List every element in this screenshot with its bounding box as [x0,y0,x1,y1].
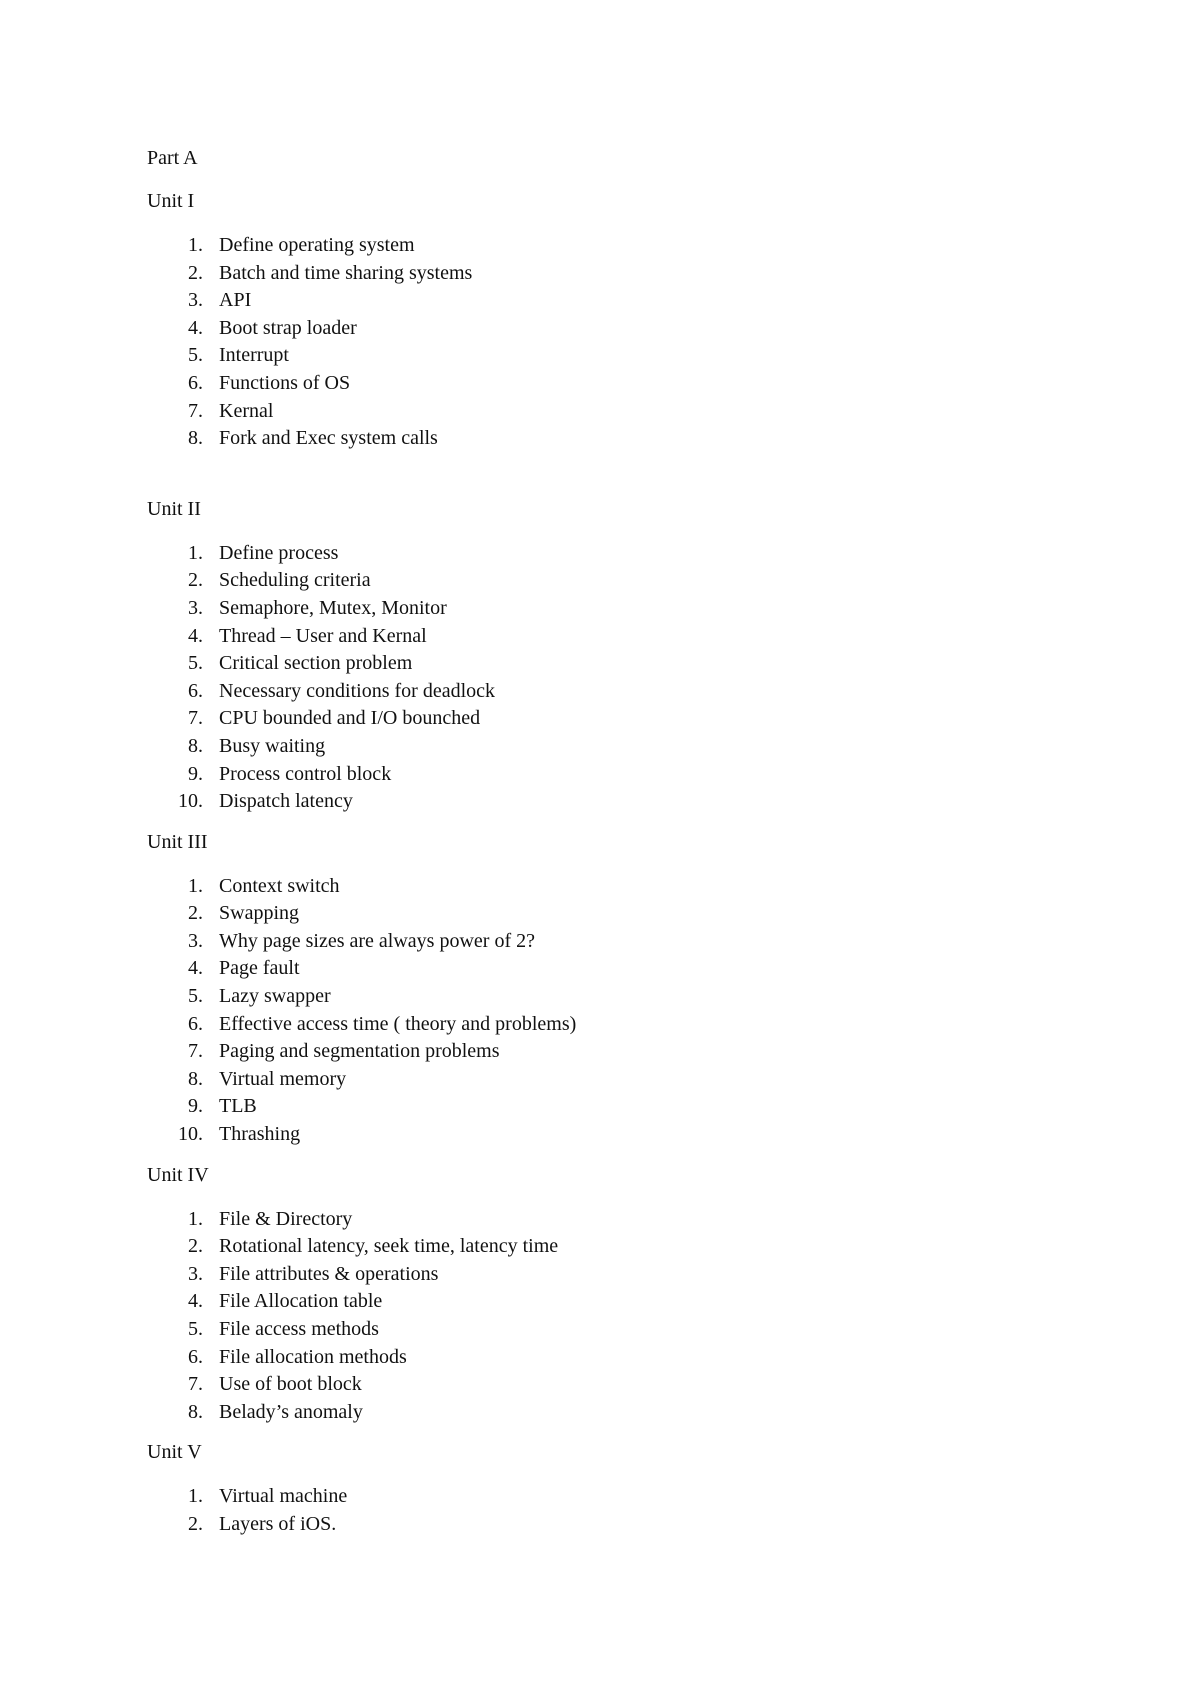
item-text: Lazy swapper [219,985,331,1008]
item-number: 7. [188,1373,203,1396]
item-text: File Allocation table [219,1290,383,1313]
part-title: Part A [147,147,198,169]
list-item [147,1344,1127,1372]
item-text: Use of boot block [219,1373,362,1396]
item-text: Page fault [219,957,300,980]
item-number: 5. [188,344,203,367]
item-number: 4. [188,624,203,647]
list-item [147,1371,1127,1399]
list-item [147,370,1127,398]
item-text: Semaphore, Mutex, Monitor [219,596,447,619]
document-page [147,146,1127,1539]
item-text: CPU bounded and I/O bounched [219,707,481,730]
unit-section [147,830,1127,1149]
unit-section [147,1163,1127,1427]
item-number: 4. [188,957,203,980]
item-number: 6. [188,1345,203,1368]
list-item [147,1121,1127,1149]
item-text: Virtual machine [219,1485,348,1508]
item-text: TLB [219,1095,257,1118]
question-list [147,540,1127,816]
item-number: 8. [188,734,203,757]
list-item [147,1511,1127,1539]
list-item [147,1011,1127,1039]
item-text: Process control block [219,762,392,785]
item-text: File attributes & operations [219,1262,439,1285]
item-number: 1. [188,234,203,256]
item-number: 2. [188,1235,203,1258]
item-number: 8. [188,1067,203,1090]
list-item [147,540,1127,568]
item-text: Rotational latency, seek time, latency time [219,1235,559,1258]
item-text: File allocation methods [219,1345,407,1368]
item-number: 1. [188,874,203,897]
list-item [147,1288,1127,1316]
list-item [147,287,1127,315]
item-text: Functions of OS [219,371,351,394]
item-text: Critical section problem [219,652,413,675]
item-number: 3. [188,289,203,312]
item-text: Batch and time sharing systems [219,261,473,284]
item-number: 10. [178,790,203,813]
item-text: Dispatch latency [219,790,353,813]
list-item [147,1399,1127,1427]
item-text: Why page sizes are always power of 2? [219,929,535,952]
list-item [147,1483,1127,1511]
item-number: 8. [188,1400,203,1423]
item-text: Define process [219,541,339,564]
list-item [147,788,1127,816]
item-text: API [219,289,252,312]
item-number: 5. [188,985,203,1008]
item-number: 8. [188,427,203,450]
item-number: 5. [188,1318,203,1340]
list-item [147,260,1127,288]
item-number: 9. [188,762,203,785]
item-text: Interrupt [219,344,289,367]
list-item [147,1316,1127,1344]
list-item [147,873,1127,901]
list-item [147,733,1127,761]
item-number: 6. [188,1012,203,1035]
list-item [147,1066,1127,1094]
item-text: Paging and segmentation problems [219,1040,500,1063]
unit-title: Unit II [147,497,201,520]
item-number: 3. [188,1262,203,1285]
item-text: Belady’s anomaly [219,1400,363,1423]
item-number: 5. [188,652,203,675]
list-item [147,678,1127,706]
item-number: 3. [188,596,203,619]
item-number: 2. [188,261,203,284]
item-number: 1. [188,1485,203,1508]
item-text: Layers of iOS. [219,1512,337,1535]
unit-section [147,497,1127,816]
item-text: Fork and Exec system calls [219,427,438,450]
item-text: Thrashing [219,1123,301,1146]
list-item [147,650,1127,678]
unit-title: Unit I [147,190,195,212]
list-item [147,595,1127,623]
item-text: Busy waiting [219,734,326,757]
item-number: 6. [188,679,203,702]
item-text: Boot strap loader [219,316,357,339]
list-item [147,1038,1127,1066]
item-text: Effective access time ( theory and problems) [219,1012,577,1035]
item-number: 2. [188,1512,203,1535]
list-item [147,955,1127,983]
item-number: 7. [188,399,203,422]
list-item [147,1206,1127,1234]
question-list [147,232,1127,453]
item-number: 1. [188,1207,203,1230]
item-text: File & Directory [219,1207,353,1230]
list-item [147,928,1127,956]
item-number: 9. [188,1095,203,1118]
list-item [147,567,1127,595]
list-item [147,1261,1127,1289]
unit-title: Unit V [147,1441,202,1464]
list-item [147,398,1127,426]
item-number: 6. [188,371,203,394]
item-number: 2. [188,569,203,592]
question-list [147,873,1127,1149]
list-item [147,315,1127,343]
item-number: 2. [188,902,203,925]
item-text: File access methods [219,1318,379,1340]
item-number: 3. [188,929,203,952]
item-number: 1. [188,541,203,564]
item-text: Necessary conditions for deadlock [219,679,496,702]
item-text: Context switch [219,874,340,897]
item-number: 4. [188,316,203,339]
list-item [147,705,1127,733]
item-text: Kernal [219,399,274,422]
list-item [147,1233,1127,1261]
list-item [147,1093,1127,1121]
question-list [147,1483,1127,1538]
list-item [147,623,1127,651]
list-item [147,232,1127,260]
unit-title: Unit III [147,830,208,853]
item-text: Virtual memory [219,1067,347,1090]
unit-title: Unit IV [147,1163,209,1186]
item-number: 4. [188,1290,203,1313]
item-number: 10. [178,1123,203,1146]
list-item [147,900,1127,928]
list-item [147,425,1127,453]
item-number: 7. [188,707,203,730]
list-item [147,983,1127,1011]
question-list [147,1206,1127,1427]
item-text: Swapping [219,902,299,925]
item-text: Scheduling criteria [219,569,371,592]
unit-section [147,189,1127,453]
item-text: Define operating system [219,234,415,256]
unit-section [147,1440,1127,1538]
item-number: 7. [188,1040,203,1063]
list-item [147,342,1127,370]
list-item [147,761,1127,789]
item-text: Thread – User and Kernal [219,624,427,647]
